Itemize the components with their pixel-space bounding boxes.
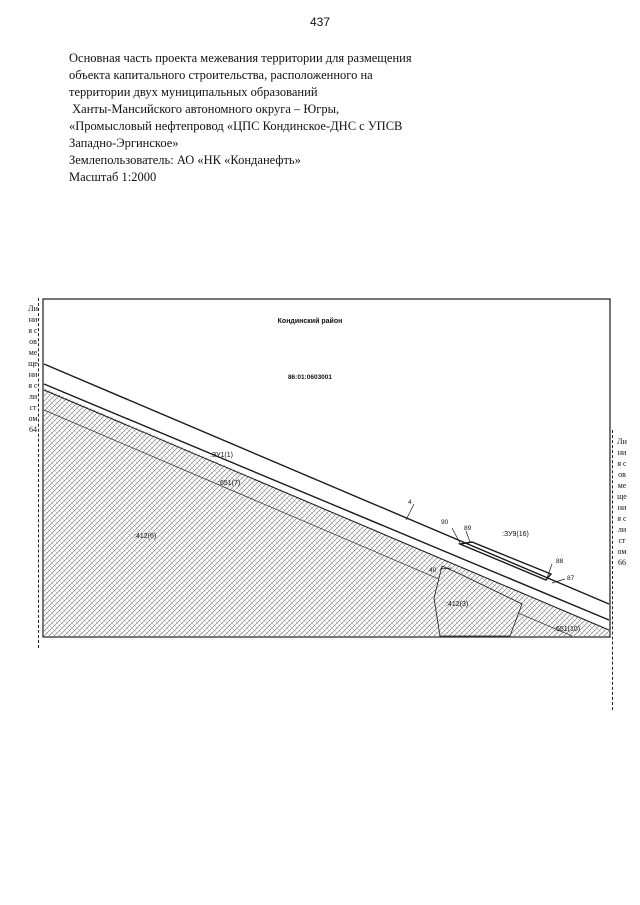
scale-line: Масштаб 1:2000 bbox=[69, 170, 157, 184]
parcel-label-zu1: :ЗУ1(1) bbox=[210, 452, 233, 459]
parcel-label-412-3: :412(3) bbox=[446, 601, 469, 608]
cadastral-quarter-label: 86:01:0603001 bbox=[287, 374, 333, 381]
district-label: Кондинский район bbox=[277, 318, 343, 325]
point-label: 87 bbox=[567, 575, 575, 582]
point-label: 89 bbox=[464, 525, 472, 532]
right-match-line-note: Линия совмещения с листом 66 bbox=[617, 437, 627, 567]
cadastral-map bbox=[42, 298, 612, 643]
left-match-line-note: Линия совмещения с листом 64 bbox=[28, 304, 38, 434]
leader-line bbox=[466, 531, 470, 542]
point-label: 40 bbox=[429, 567, 437, 574]
parcel-label-651-7: :651(7) bbox=[218, 480, 241, 487]
page-number: 437 bbox=[309, 15, 331, 29]
left-match-line bbox=[38, 298, 39, 648]
parcel-label-412-6: :412(6) bbox=[134, 533, 157, 540]
header-line: Ханты-Мансийского автономного округа – Югры, bbox=[69, 102, 340, 116]
land-user-line: Землепользователь: АО «НК «Конданефть» bbox=[69, 153, 301, 167]
document-header bbox=[69, 50, 489, 186]
point-label: 90 bbox=[441, 519, 449, 526]
point-label: 88 bbox=[556, 558, 564, 565]
header-line: объекта капитального строительства, расположенного на bbox=[69, 68, 373, 82]
header-line: территории двух муниципальных образований bbox=[69, 85, 318, 99]
header-line: Западно-Эргинское» bbox=[69, 136, 179, 150]
parcel-label-zu9: :ЗУ9(16) bbox=[502, 531, 529, 538]
hatched-parcel-area bbox=[44, 388, 609, 636]
right-match-line bbox=[612, 430, 613, 710]
point-label: 4 bbox=[408, 499, 412, 506]
parcel-label-651-10: :651(10) bbox=[554, 626, 581, 633]
leader-line bbox=[406, 504, 414, 520]
header-line: «Промысловый нефтепровод «ЦПС Кондинское-ДНС с УПСВ bbox=[69, 119, 403, 133]
header-line: Основная часть проекта межевания территории для размещения bbox=[69, 51, 412, 65]
